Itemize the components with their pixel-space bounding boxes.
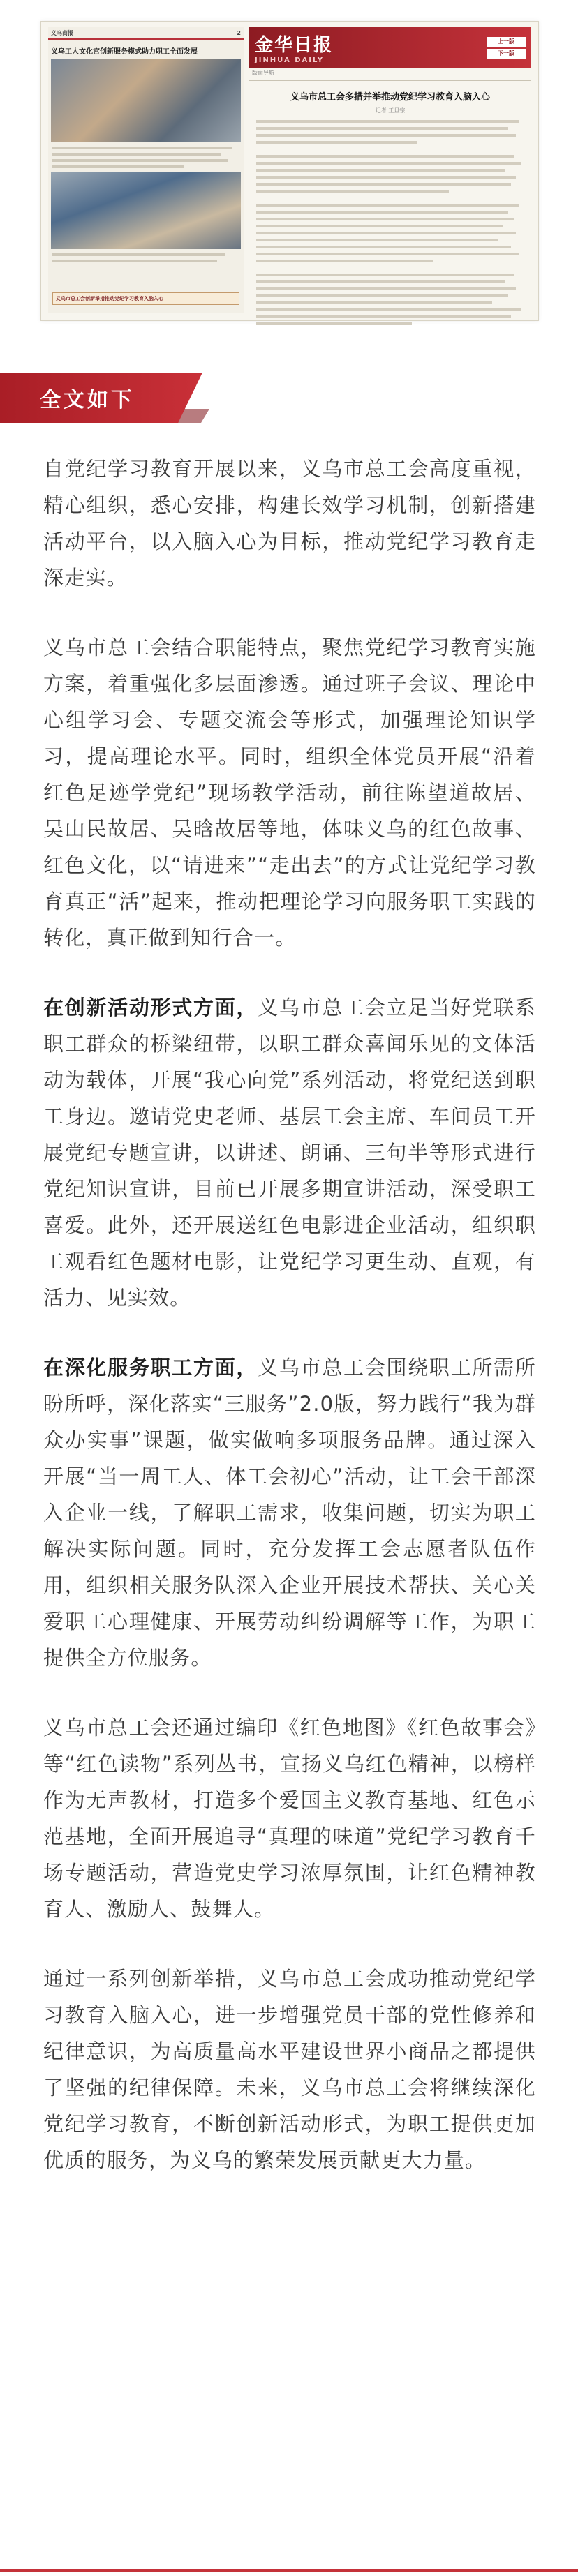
paragraph-text: 义乌市总工会围绕职工所需所盼所呼，深化落实“三服务”2.0版，努力践行“我为群众办实事”课题，做实做响多项服务品牌。通过深入开展“当一周工人、体工会初心”活动，让工会干部深入企业一线，了解职工需求，收集问题，切实为职工解决实际问题。同时，充分发挥工会志愿者队伍作用，组织相关服务队深入企业开展技术帮扶、关心关爱职工心理健康、开展劳动纠纷调解等工作，为职工提供全方位服务。 [43, 1356, 536, 1670]
clipping-photo-2 [51, 172, 241, 249]
clipping-left-header [48, 27, 244, 40]
clipping-left-footer: 义乌市总工会创新举措推动党纪学习教育入脑入心 [52, 292, 239, 305]
clipping-headline: 义乌市总工会多措并举推动党纪学习教育入脑入心 [290, 92, 490, 103]
clipping-byline: 记者 王旦宗 [375, 107, 406, 114]
clipping-left-page [48, 27, 244, 313]
article-paragraph [43, 629, 536, 956]
clipping-dateline: 版面导航 [249, 68, 531, 81]
paragraph-text: 自党纪学习教育开展以来，义乌市总工会高度重视，精心组织，悉心安排，构建长效学习机制，创新搭建活动平台，以入脑入心为目标，推动党纪学习教育走深走实。 [43, 457, 536, 590]
article-body [43, 451, 536, 2212]
clipping-text-lines-2 [52, 253, 239, 262]
clipping-text-lines [52, 147, 239, 168]
clipping-photo-1 [51, 59, 241, 142]
article-paragraph [43, 1349, 536, 1676]
clipping-masthead [249, 27, 531, 68]
paragraph-text: 义乌市总工会立足当好党联系职工群众的桥梁纽带，以职工群众喜闻乐见的文体活动为载体，开展“我心向党”系列活动，将党纪送到职工身边。邀请党史老师、基层工会主席、车间员工开展党纪专题宣讲，以讲述、朗诵、三句半等形式进行党纪知识宣讲，目前已开展多期宣讲活动，深受职工喜爱。此外，还开展送红色电影进企业活动，组织职工观看红色题材电影，让党纪学习更生动、直观，有活力、见实效。 [43, 996, 536, 1310]
clipping-left-paper: 义乌商报 [51, 29, 73, 36]
clipping-left-page-number: 2 [237, 29, 241, 36]
page-navigator [487, 37, 526, 59]
section-banner [0, 373, 202, 423]
clipping-body-lines [256, 120, 524, 325]
bottom-divider [0, 2569, 578, 2572]
article-paragraph [43, 1709, 536, 1927]
article-paragraph [43, 989, 536, 1316]
next-page-button: 下一版 [487, 49, 526, 59]
article-paragraph [43, 451, 536, 596]
masthead-subtitle: JINHUA DAILY [255, 57, 325, 64]
masthead-title: 金华日报 [255, 35, 334, 56]
article-paragraph [43, 1961, 536, 2178]
prev-page-button: 上一版 [487, 37, 526, 47]
paragraph-text: 义乌市总工会结合职能特点，聚焦党纪学习教育实施方案，着重强化多层面渗透。通过班子会议、理论中心组学习会、专题交流会等形式，加强理论知识学习，提高理论水平。同时，组织全体党员开展“沿着红色足迹学党纪”现场教学活动，前往陈望道故居、吴山民故居、吴晗故居等地，体味义乌的红色故事、红色文化，以“请进来”“走出去”的方式让党纪学习教育真正“活”起来，推动把理论学习向服务职工实践的转化，真正做到知行合一。 [43, 636, 536, 950]
paragraph-lead: 在深化服务职工方面， [43, 1356, 258, 1379]
paragraph-lead: 在创新活动形式方面， [43, 996, 258, 1019]
paragraph-text: 义乌市总工会还通过编印《红色地图》《红色故事会》等“红色读物”系列丛书，宣扬义乌红色精神，以榜样作为无声教材，打造多个爱国主义教育基地、红色示范基地，全面开展追寻“真理的味道”党纪学习教育千场专题活动，营造党史学习浓厚氛围，让红色精神教育人、激励人、鼓舞人。 [43, 1716, 536, 1921]
clipping-left-headline: 义乌工人文化宫创新服务模式助力职工全面发展 [51, 48, 198, 56]
banner-label: 全文如下 [40, 388, 135, 412]
paragraph-text: 通过一系列创新举措，义乌市总工会成功推动党纪学习教育入脑入心，进一步增强党员干部的党性修养和纪律意识，为高质量高水平建设世界小商品之都提供了坚强的纪律保障。未来，义乌市总工会将继续深化党纪学习教育，不断创新活动形式，为职工提供更加优质的服务，为义乌的繁荣发展贡献更大力量。 [43, 1967, 536, 2172]
newspaper-clipping [40, 21, 539, 321]
clipping-right-page [249, 27, 531, 313]
